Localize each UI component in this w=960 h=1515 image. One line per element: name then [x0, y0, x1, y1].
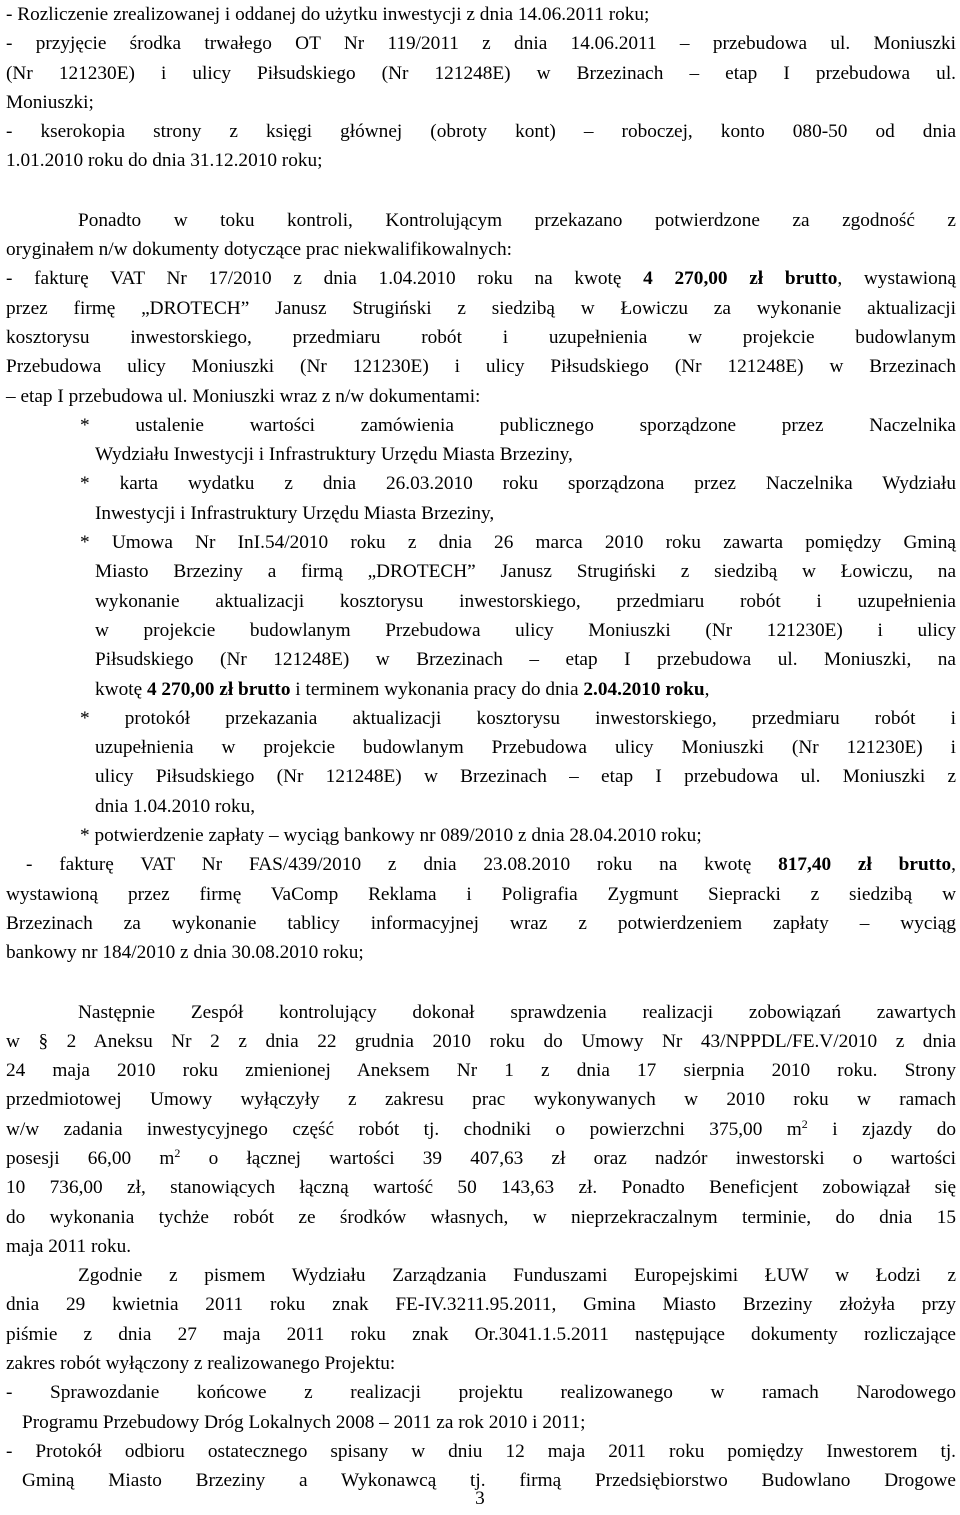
paragraph-line: oryginałem n/w dokumenty dotyczące prac niekwalifikowalnych:: [6, 239, 512, 261]
paragraph-line: maja 2011 roku.: [6, 1235, 132, 1257]
text-line: bankowy nr 184/2010 z dnia 30.08.2010 roku;: [6, 942, 364, 964]
bullet-item: * karta wydatku z dnia 26.03.2010 roku sporządzona przez Naczelnika Wydziału: [80, 473, 956, 495]
text-line: [6, 440, 956, 469]
text-run: o łącznej wartości 39 407,63 zł oraz nadzór inwestorski o wartości: [180, 1147, 956, 1169]
text-line: Miasto Brzeziny a firmą „DROTECH” Janusz Strugiński z siedzibą w Łowiczu, na: [95, 561, 956, 583]
superscript: 2: [801, 1116, 808, 1131]
paragraph-line: 10 736,00 zł, stanowiących łączną wartość 50 143,63 zł. Ponadto Beneficjent zobowiązał się: [6, 1177, 956, 1199]
amount-bold: 817,40 zł brutto: [778, 854, 952, 876]
text-run: ,: [951, 854, 956, 876]
text-line: wystawioną przez firmę VaComp Reklama i Poligrafia Zygmunt Siepracki z siedzibą w: [6, 883, 956, 905]
annex-verification-paragraph: [6, 998, 956, 1262]
list-item: - przyjęcie środka trwałego OT Nr 119/2011 z dnia 14.06.2011 – przebudowa ul. Moniuszki: [6, 33, 956, 55]
text-line: – etap I przebudowa ul. Moniuszki wraz z n/w dokumentami:: [6, 385, 481, 407]
text-run: posesji 66,00 m: [6, 1147, 175, 1169]
list-item: - Sprawozdanie końcowe z realizacji projektu realizowanego w ramach Narodowego: [6, 1382, 956, 1404]
bullet-item: * ustalenie wartości zamówienia publicznego sporządzone przez Naczelnika: [80, 414, 956, 436]
invoice-item: [6, 264, 956, 293]
paragraph-gap: [6, 176, 956, 206]
attachments-list: [6, 0, 956, 176]
bullet-item: * protokół przekazania aktualizacji kosztorysu inwestorskiego, przedmiaru robót i: [80, 707, 956, 729]
list-item: - Protokół odbioru ostatecznego spisany w dniu 12 maja 2011 roku pomiędzy Inwestorem tj.: [6, 1440, 956, 1462]
text-line: [6, 675, 956, 704]
paragraph-line: Ponadto w toku kontroli, Kontrolującym przekazano potwierdzone za zgodność z: [78, 209, 956, 231]
text-line: Przebudowa ulicy Moniuszki (Nr 121230E) i ulicy Piłsudskiego (Nr 121248E) w Brzezinach: [6, 356, 956, 378]
amount-bold: 4 270,00 zł brutto: [643, 268, 838, 290]
amount-bold: 4 270,00 zł brutto: [146, 678, 291, 700]
text-line: przez firmę „DROTECH” Janusz Strugiński z siedzibą w Łowiczu za wykonanie aktualizacji: [6, 297, 956, 319]
text-line: Programu Przebudowy Dróg Lokalnych 2008 – 2011 za rok 2010 i 2011;: [22, 1411, 586, 1433]
bullet-item: * potwierdzenie zapłaty – wyciąg bankowy nr 089/2010 z dnia 28.04.2010 roku;: [80, 825, 702, 847]
text-line: Piłsudskiego (Nr 121248E) w Brzezinach – etap I przebudowa ul. Moniuszki, na: [95, 649, 956, 671]
text-line: Gminą Miasto Brzeziny a Wykonawcą tj. firmą Przedsiębiorstwo Budowlano Drogowe: [22, 1470, 956, 1492]
text-run: w/w zadania inwestycyjnego część robót tj. chodniki o powierzchni 375,00 m: [6, 1118, 802, 1140]
text-line: ulicy Piłsudskiego (Nr 121248E) w Brzezinach – etap I przebudowa ul. Moniuszki z: [95, 766, 956, 788]
text-line: uzupełnienia w projekcie budowlanym Przebudowa ulicy Moniuszki (Nr 121230E) i: [95, 737, 956, 759]
paragraph-line: przedmiotowej Umowy wyłączyły z zakresu prac wykonywanych w 2010 roku w ramach: [6, 1089, 956, 1111]
paragraph-line: Zgodnie z pismem Wydziału Zarządzania Funduszami Europejskimi ŁUW w Łodzi z: [78, 1265, 956, 1287]
non-eligible-documents-section: [6, 206, 956, 968]
paragraph-line: piśmie z dnia 27 maja 2011 roku znak Or.3041.1.5.2011 następujące dokumenty rozliczające: [6, 1323, 956, 1345]
text-line: wykonanie aktualizacji kosztorysu inwestorskiego, przedmiaru robót i uzupełnienia: [95, 590, 956, 612]
text-line: w projekcie budowlanym Przebudowa ulicy Moniuszki (Nr 121230E) i ulicy: [95, 619, 956, 641]
invoice-item: [6, 850, 956, 879]
text-run: - fakturę VAT Nr FAS/439/2010 z dnia 23.08.2010 roku na kwotę: [26, 854, 779, 876]
paragraph-line: zakres robót wyłączony z realizowanego Projektu:: [6, 1353, 396, 1375]
paragraph-line: Następnie Zespół kontrolujący dokonał sprawdzenia realizacji zobowiązań zawartych: [78, 1001, 956, 1023]
text-run: Inwestycji i Infrastruktury Urzędu Miasta Brzeziny,: [95, 502, 495, 524]
text-run: Wydziału Inwestycji i Infrastruktury Urzędu Miasta Brzeziny,: [95, 444, 573, 466]
paragraph-line: dnia 29 kwietnia 2011 roku znak FE-IV.3211.95.2011, Gmina Miasto Brzeziny złożyła przy: [6, 1294, 956, 1316]
list-item: - Rozliczenie zrealizowanej i oddanej do użytku inwestycji z dnia 14.06.2011 roku;: [6, 4, 650, 25]
superscript: 2: [174, 1145, 181, 1160]
paragraph-line: do wykonania tychże robót ze środków własnych, w nieprzekraczalnym terminie, do dnia 15: [6, 1206, 956, 1228]
date-bold: 2.04.2010 roku: [583, 678, 705, 700]
paragraph-line: w § 2 Aneksu Nr 2 z dnia 22 grudnia 2010 roku do Umowy Nr 43/NPPDL/FE.V/2010 z dnia: [6, 1030, 956, 1052]
text-run: - fakturę VAT Nr 17/2010 z dnia 1.04.2010 roku na kwotę: [6, 268, 644, 290]
text-line: 1.01.2010 roku do dnia 31.12.2010 roku;: [6, 150, 323, 172]
text-line: kosztorysu inwestorskiego, przedmiaru robót i uzupełnienia w projekcie budowlanym: [6, 326, 956, 348]
text-run: , wystawioną: [837, 268, 956, 290]
list-item: - kserokopia strony z księgi głównej (obroty kont) – roboczej, konto 080-50 od dnia: [6, 121, 956, 143]
page-number: 3: [475, 1488, 485, 1509]
text-line: dnia 1.04.2010 roku,: [95, 795, 256, 817]
letter-paragraph: [6, 1261, 956, 1495]
text-line: Moniuszki;: [6, 91, 94, 113]
text-run: ,: [704, 678, 710, 700]
paragraph-line: [6, 1115, 956, 1144]
paragraph-line: [6, 1144, 956, 1173]
text-line: (Nr 121230E) i ulicy Piłsudskiego (Nr 121248E) w Brzezinach – etap I przebudowa ul.: [6, 62, 956, 84]
text-line: Brzezinach za wykonanie tablicy informacyjnej wraz z potwierdzeniem zapłaty – wyciąg: [6, 912, 956, 934]
text-run: kwotę: [95, 678, 147, 700]
text-run: i terminem wykonania pracy do dnia: [290, 678, 584, 700]
paragraph-gap: [6, 968, 956, 998]
bullet-item: * Umowa Nr InI.54/2010 roku z dnia 26 marca 2010 roku zawarta pomiędzy Gminą: [80, 532, 956, 554]
text-line: [6, 499, 956, 528]
document-page: [6, 0, 956, 1496]
paragraph-line: 24 maja 2010 roku zmienionej Aneksem Nr 1 z dnia 17 sierpnia 2010 roku. Strony: [6, 1060, 956, 1082]
text-run: i zjazdy do: [807, 1118, 956, 1140]
